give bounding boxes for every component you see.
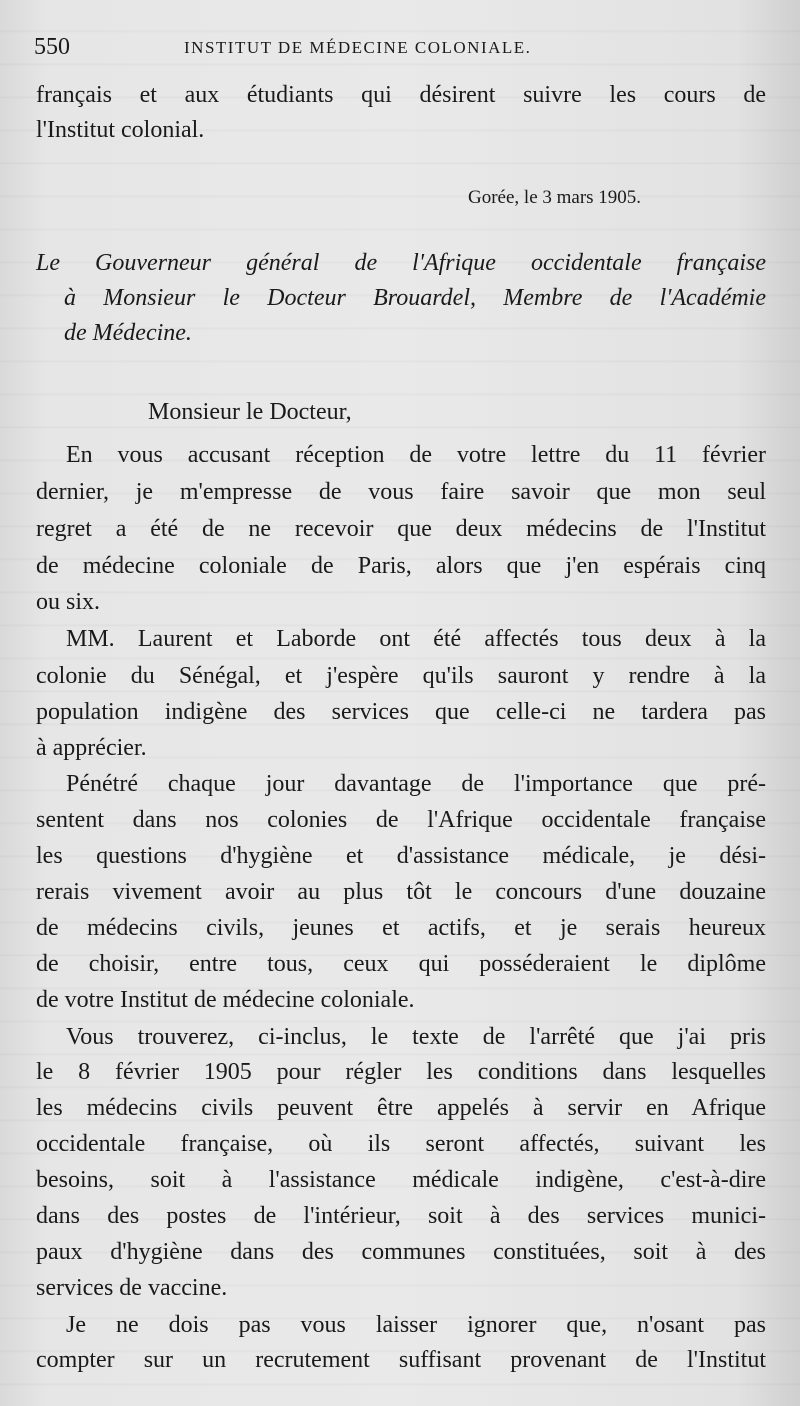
body-line: de votre Institut de médecine coloniale. [36, 987, 415, 1013]
body-line: de médecins civils, jeunes et actifs, et je serais heureux [36, 915, 766, 941]
body-line: paux d'hygiène dans des communes constituées, soit à des [36, 1239, 766, 1265]
body-line: le 8 février 1905 pour régler les conditions dans lesquelles [36, 1059, 766, 1085]
body-line: dernier, je m'empresse de vous faire savoir que mon seul [36, 479, 766, 505]
body-line: à apprécier. [36, 735, 147, 761]
body-line: l'Institut colonial. [36, 117, 205, 143]
body-line: Vous trouverez, ci-inclus, le texte de l'arrêté que j'ai pris [66, 1024, 766, 1050]
body-line: dans des postes de l'intérieur, soit à des services munici- [36, 1203, 766, 1229]
body-line: compter sur un recrutement suffisant provenant de l'Institut [36, 1347, 766, 1373]
body-line: MM. Laurent et Laborde ont été affectés tous deux à la [66, 626, 766, 652]
body-line: occidentale française, où ils seront affectés, suivant les [36, 1131, 766, 1157]
address-heading-line: à Monsieur le Docteur Brouardel, Membre de l'Académie [64, 285, 766, 311]
body-line: les questions d'hygiène et d'assistance médicale, je dési- [36, 843, 766, 869]
page-header [34, 34, 774, 66]
body-line: Pénétré chaque jour davantage de l'importance que pré- [66, 771, 766, 797]
body-line: français et aux étudiants qui désirent suivre les cours de [36, 82, 766, 108]
body-line: ou six. [36, 589, 101, 615]
body-line: services de vaccine. [36, 1275, 228, 1301]
body-line: population indigène des services que celle-ci ne tardera pas [36, 699, 766, 725]
body-line: de médecine coloniale de Paris, alors que j'en espérais cinq [36, 553, 766, 579]
body-line: regret a été de ne recevoir que deux médecins de l'Institut [36, 516, 766, 542]
body-line: rerais vivement avoir au plus tôt le concours d'une douzaine [36, 879, 766, 905]
body-line: En vous accusant réception de votre lettre du 11 février [66, 442, 766, 468]
place-date: Gorée, le 3 mars 1905. [468, 187, 642, 208]
body-line: de choisir, entre tous, ceux qui posséderaient le diplôme [36, 951, 766, 977]
body-line: colonie du Sénégal, et j'espère qu'ils sauront y rendre à la [36, 663, 766, 689]
salutation: Monsieur le Docteur, [148, 399, 352, 425]
body-line: les médecins civils peuvent être appelés à servir en Afrique [36, 1095, 766, 1121]
running-head: INSTITUT DE MÉDECINE COLONIALE. [184, 38, 532, 57]
address-heading-line: de Médecine. [64, 320, 192, 346]
body-line: besoins, soit à l'assistance médicale indigène, c'est-à-dire [36, 1167, 766, 1193]
body-line: Je ne dois pas vous laisser ignorer que, n'osant pas [66, 1312, 766, 1338]
page-number: 550 [34, 34, 70, 60]
body-line: sentent dans nos colonies de l'Afrique occidentale française [36, 807, 766, 833]
address-heading-line: Le Gouverneur général de l'Afrique occidentale française [36, 250, 766, 276]
